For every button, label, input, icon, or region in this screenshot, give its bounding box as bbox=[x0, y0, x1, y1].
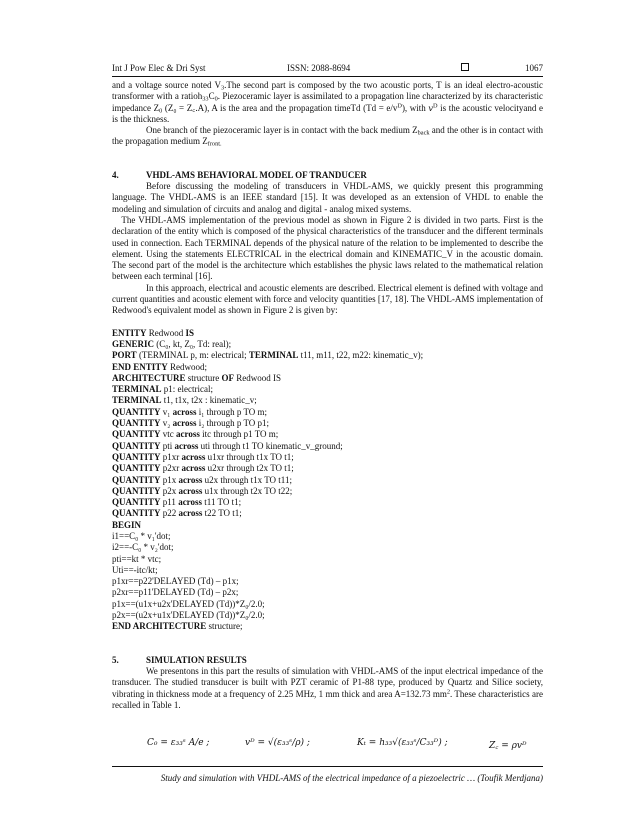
code-line: pti==kt * vtc; bbox=[112, 553, 162, 564]
code-line: p1xr==p22'DELAYED (Td) – p1x; bbox=[112, 576, 239, 587]
main-text bbox=[112, 80, 543, 711]
code-line: ARCHITECTURE structure OF Redwood IS bbox=[112, 372, 282, 383]
code-line: p2xr==p11'DELAYED (Td) – p2x; bbox=[112, 587, 239, 598]
code-line: END ARCHITECTURE structure; bbox=[112, 621, 243, 632]
header-rule bbox=[112, 76, 543, 77]
code-line: QUANTITY p22 across t22 TO t1; bbox=[112, 508, 242, 519]
code-line: QUANTITY p2x across u1x through t2x TO t22; bbox=[112, 485, 293, 496]
formula-capacitance: C₀ = ε₃₃ˢ A/e ; bbox=[147, 738, 210, 748]
running-header bbox=[112, 62, 543, 74]
code-line: Uti==-itc/kt; bbox=[112, 564, 158, 575]
code-line: QUANTITY p11 across t11 TO t1; bbox=[112, 497, 242, 508]
journal-name: Int J Pow Elec & Dri Syst bbox=[112, 63, 206, 73]
code-line: TERMINAL p1: electrical; bbox=[112, 384, 213, 395]
code-line: QUANTITY p1x across u2x through t1x TO t11; bbox=[112, 474, 292, 485]
code-line: i2==-C₀ * v₂'dot; bbox=[112, 542, 174, 553]
code-line: QUANTITY p1xr across u1xr through t1x TO t1; bbox=[112, 451, 294, 462]
footer-rule bbox=[112, 766, 543, 767]
code-line: TERMINAL t1, t1x, t2x : kinematic_v; bbox=[112, 395, 257, 406]
formula-coupling: Kₜ = h₃₃√(ε₃₃ˢ/C₃₃ᴰ) ; bbox=[357, 738, 448, 748]
checkbox-square-icon bbox=[461, 63, 469, 71]
intro-paragraph-1: and a voltage source noted $V_3.The$ second part is composed by the two acoustic ports, T is an ideal electro-acoustic transformer with a $ratioh_{33}C_0$. Piezoceramic layer is assimilated to a propagation line characterized by its characteristic impedance $Z_0$ (Z₀ = Z꜀.A), A is the area and the propagation timeTd $(Td = e/v^D)$, with $v^D$ is the acoustic velocityand e is the thickness. bbox=[112, 80, 544, 124]
section-5-paragraph-1: We presentons in this part the results of simulation with VHDL-AMS of the input electrical impedance of the transducer. The studied transducer is built with PZT ceramic of P1-88 type, produced by Quartz and Silice society, vibrating in thickness mode at a frequency of 2.25 MHz, 1 mm thick and area A=132.73 $mm^2$. These characteristics are recalled in Table 1. bbox=[112, 665, 543, 710]
section-4-paragraph-1: Before discussing the modeling of transducers in VHDL-AMS, we quickly present this programming language. The VHDL-AMS is an IEEE standard [15]. It was developed as an extension of VHDL to enable the modeling and simulation of circuits and analog and digital - analog mixed systems. bbox=[112, 181, 543, 214]
code-line: PORT (TERMINAL p, m: electrical; TERMINAL t11, m11, t22, m22: kinematic_v); bbox=[112, 350, 424, 361]
intro-paragraph-2: One branch of the piezoceramic layer is in contact with the back medium $Z_{back}$ and the other is in contact with the propagation medium $Z_{front.}$ bbox=[112, 125, 543, 148]
characteristic-formulas bbox=[147, 738, 577, 754]
code-line: QUANTITY pti across uti through t1 TO kinematic_v_ground; bbox=[112, 440, 343, 451]
issn: ISSN: 2088-8694 bbox=[287, 63, 351, 73]
code-line: BEGIN bbox=[112, 519, 142, 530]
formula-velocity: vᴰ = √(ε₃₃ˢ/ρ) ; bbox=[245, 738, 310, 748]
code-line: p2x==(u2x+u1x'DELAYED (Td))*Z₀/2.0; bbox=[112, 610, 265, 621]
code-line: END ENTITY Redwood; bbox=[112, 361, 208, 372]
section-5-heading: 5. SIMULATION RESULTS bbox=[112, 654, 247, 665]
code-line: QUANTITY v₁ across i₁ through p TO m; bbox=[112, 406, 268, 417]
code-line: i1==C₀ * v₁'dot; bbox=[112, 530, 171, 541]
formula-impedance: Z꜀ = ρvᴰ bbox=[489, 741, 527, 751]
code-line: QUANTITY v₂ across i₂ through p TO p1; bbox=[112, 418, 270, 429]
section-4-paragraph-2: The VHDL-AMS implementation of the previous model as shown in Figure 2 is divided in two parts. First is the declaration of the entity which is composed of the physical characteristics of the transducer and the different terminals used in connection. Each TERMINAL depends of the physical nature of the relation to be implemented to describe the element. Using the statements ELECTRICAL in the electrical domain and KINEMATIC_V in the acoustic domain. The second part of the model is the architecture which establishes the physic laws related to the mathematical relation between each terminal [16]. bbox=[112, 214, 544, 282]
code-line: ENTITY Redwood IS bbox=[112, 327, 195, 338]
page-footer: Study and simulation with VHDL-AMS of the electrical impedance of a piezoelectric … (Toufik Merdjana) bbox=[160, 773, 543, 783]
page-number: 1067 bbox=[525, 63, 543, 73]
code-line: QUANTITY vtc across itc through p1 TO m; bbox=[112, 429, 279, 440]
section-4-heading: 4. VHDL-AMS BEHAVIORAL MODEL OF TRANDUCER bbox=[112, 169, 367, 180]
code-line: QUANTITY p2xr across u2xr through t2x TO t1; bbox=[112, 463, 294, 474]
code-line: GENERIC (C₀, kt, Z₀, Td: real); bbox=[112, 338, 232, 349]
vhdl-ams-code-listing bbox=[112, 328, 543, 633]
code-line: p1x==(u1x+u2x'DELAYED (Td))*Z₀/2.0; bbox=[112, 598, 265, 609]
section-4-paragraph-3: In this approach, electrical and acoustic elements are described. Electrical element is defined with voltage and current quantities and acoustic element with force and velocity quantities [17, 18]. The VHDL-AMS implementation of Redwood's equivalent model as shown in Figure 2 is given by: bbox=[112, 282, 543, 316]
